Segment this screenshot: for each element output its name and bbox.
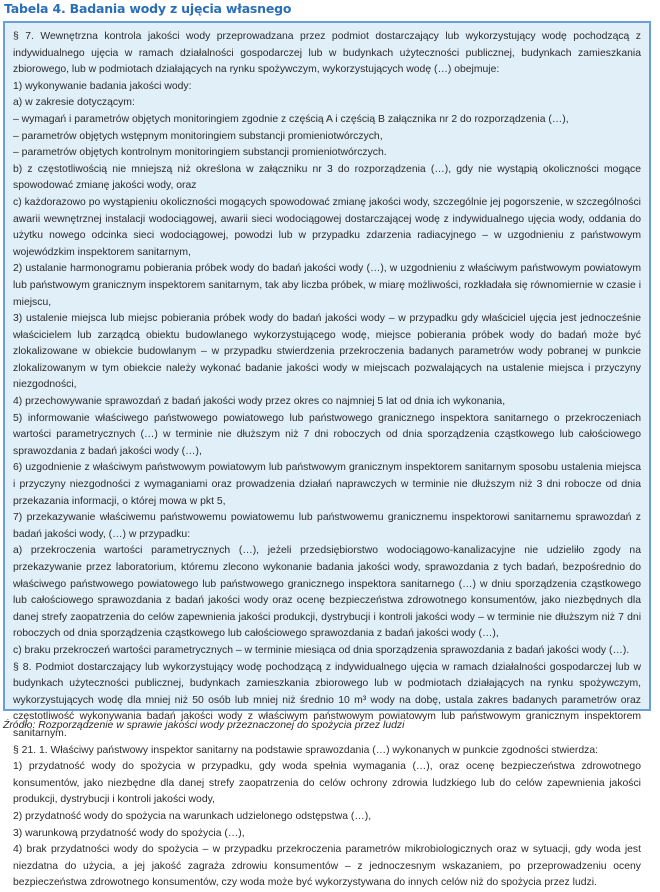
regulation-paragraph: 1) wykonywanie badania jakości wody:: [13, 80, 192, 92]
regulation-paragraph: – wymagań i parametrów objętych monitoringiem zgodnie z częścią A i częścią B załącznika nr 2 do rozporządzenia (…),: [13, 113, 569, 125]
regulation-paragraph: § 8. Podmiot dostarczający lub wykorzystujący wodę pochodzącą z indywidualnego ujęcia w ramach działalności gospodarczej lub w budynkach użyteczności publicznej, budynkach zamieszkania zbiorowego lub w podmiotach działających na rynku spożywczym, wykorzystujących wodę dla mniej niż 50 osób lub mniej niż średnio 10 m³ wody na dobę, ustala zakres badanych parametrów oraz częstotliwość wykonywania badań jakości wody z właściwym państwowym powiatowym lub państwowym granicznym inspektorem sanitarnym.: [13, 661, 641, 739]
regulation-paragraph: 4) przechowywanie sprawozdań z badań jakości wody przez okres co najmniej 5 lat od dnia ich wykonania,: [13, 396, 506, 408]
regulation-paragraph: 4) brak przydatności wody do spożycia – w przypadku przekroczenia parametrów mikrobiologicznych oraz w sytuacji, gdy woda jest niezdatna do użycia, a jej jakość zagraża zdrowiu konsumentów – z jednoczesnym wskazaniem, po przeprowadzeniu oceny bezpieczeństwa zdrowotnego konsumentów, czy woda może być wykorzystywana do innych celów niż do spożycia przez ludzi.: [13, 844, 641, 889]
regulation-paragraph: 6) uzgodnienie z właściwym państwowym powiatowym lub państwowym granicznym inspektorem sanitarnym sposobu ustalenia miejsca i przyczyny niezgodności z wymaganiami oraz prowadzenia działań naprawczych w terminie nie dłuższym niż 3 dni robocze od dnia przekazania informacji, o której mowa w pkt 5,: [13, 462, 641, 507]
regulation-paragraph: – parametrów objętych wstępnym monitoringiem substancji promieniotwórczych,: [13, 130, 383, 142]
regulation-paragraph: 1) przydatność wody do spożycia w przypadku, gdy woda spełnia wymagania (…), oraz ocenę bezpieczeństwa zdrowotnego konsumentów, jako niezbędne dla danej strefy zaopatrzenia do celów ochrony zdrowia ludzkiego lub do celów zapewnienia jakości produkcji, dystrybucji i kontroli jakości wody,: [13, 761, 641, 806]
table-title: Tabela 4. Badania wody z ujęcia własnego: [4, 1, 292, 16]
regulation-paragraph: b) z częstotliwością nie mniejszą niż określona w załączniku nr 3 do rozporządzenia (…), gdy nie wystąpią okoliczności mogące spowodować zmianę jakości wody, oraz: [13, 163, 641, 192]
regulation-paragraph: a) przekroczenia wartości parametrycznych (…), jeżeli przedsiębiorstwo wodociągowo-kanalizacyjne nie udzieliło zgody na przekazywanie przez laboratorium, któremu zlecono wykonanie badania jakości wody, sprawozdania z tych badań, bezpośrednio do właściwego państwowego powiatowego lub państwowego granicznego inspektora sanitarnego (…) w dniu sporządzenia cząstkowego lub całościowego sprawozdania z badań jakości wody oraz ocenę bezpieczeństwa zdrowotnego konsumentów, jako niezbędnych dla danej strefy zaopatrzenia do celów zapewnienia jakości produkcji, dystrybucji i kontroli jakości wody – w terminie nie dłuższym niż 7 dni roboczych od dnia sporządzenia cząstkowego lub całościowego sprawozdania z badań jakości wody (…),: [13, 545, 641, 640]
regulation-paragraph: § 21. 1. Właściwy państwowy inspektor sanitarny na podstawie sprawozdania (…) wykonanych w punkcie zgodności stwierdza:: [13, 744, 599, 756]
regulation-paragraph: – parametrów objętych kontrolnym monitoringiem substancji promieniotwórczych.: [13, 147, 387, 159]
regulation-paragraph: c) braku przekroczeń wartości parametrycznych – w terminie miesiąca od dnia sporządzenia sprawozdania z badań jakości wody (…).: [13, 644, 630, 656]
regulation-paragraph: 2) ustalanie harmonogramu pobierania próbek wody do badań jakości wody (…), w uzgodnieniu z właściwym państwowym powiatowym lub państwowym granicznym inspektorem sanitarnym, tak aby liczba próbek, w miarę możliwości, rozkładała się równomiernie w czasie i miejscu,: [13, 263, 641, 308]
regulation-paragraph: 3) warunkową przydatność wody do spożycia (…),: [13, 827, 245, 839]
regulation-paragraph: 5) informowanie właściwego państwowego powiatowego lub państwowego granicznego inspektora sanitarnego o przekroczeniach wartości parametrycznych (…) w terminie nie dłuższym niż 7 dni roboczych od dnia sporządzenia cząstkowego lub całościowego sprawozdania z badań jakości wody (…),: [13, 412, 641, 457]
regulation-paragraph: a) w zakresie dotyczącym:: [13, 97, 135, 109]
regulation-paragraph: 7) przekazywanie właściwemu państwowemu powiatowemu lub państwowemu granicznemu inspektorowi sanitarnemu sprawozdań z badań jakości wody, (…) w przypadku:: [13, 512, 641, 540]
regulation-paragraph: § 7. Wewnętrzna kontrola jakości wody przeprowadzana przez podmiot dostarczający lub wykorzystujący wodę pochodzącą z indywidualnego ujęcia w ramach działalności gospodarczej lub w budynkach użyteczności publicznej, budynkach zamieszkania zbiorowego, lub w podmiotach działających na rynku spożywczym, wykorzystujących wodę (…) obejmuje:: [13, 31, 641, 76]
regulation-paragraph: 2) przydatność wody do spożycia na warunkach udzielonego odstępstwa (…),: [13, 810, 372, 822]
regulation-paragraph: c) każdorazowo po wystąpieniu okoliczności mogących spowodować zmianę jakości wody, szczególnie jej pogorszenie, w szczególności awarii wewnętrznej instalacji wodociągowej, awarii sieci wodociągowej dostarczającej wodę z indywidualnego ujęcia wody, oddania do użytku nowego odcinka sieci wodociągowej, powodzi lub w przypadku zdarzenia radiacyjnego – w uzgodnieniu z państwowym wojewódzkim inspektorem sanitarnym,: [13, 196, 641, 258]
regulation-paragraph: 3) ustalenie miejsca lub miejsc pobierania próbek wody do badań jakości wody – w przypadku gdy właściciel ujęcia jest jednocześnie właścicielem lub zarządcą obiektu budowlanego wykorzystującego wodę, miejsce pobierania próbek wody do badań może być zlokalizowane w obiekcie budowlanym – w przypadku stwierdzenia przekroczenia badanych parametrów wody pobranej w punkcie zlokalizowanym w tym obiekcie należy wykonać badanie jakości wody w miejscach pozwalających na ustalenie miejsca i przyczyny niezgodności,: [13, 313, 641, 391]
source-note: Źródło: Rozporządzenie w sprawie jakości wody przeznaczonej do spożycia przez ludzi: [3, 720, 405, 731]
